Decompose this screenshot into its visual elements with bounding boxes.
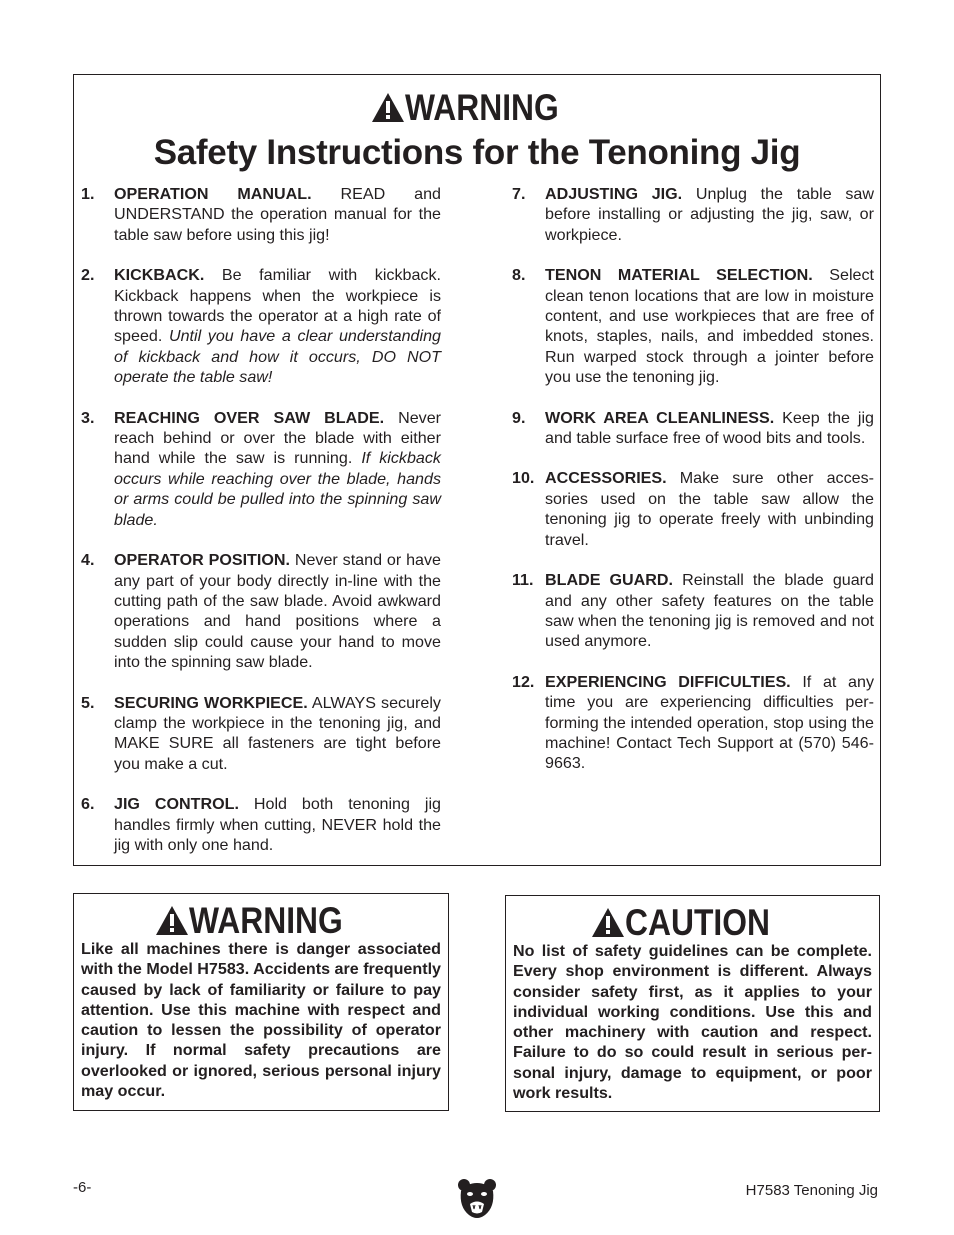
instruction-number: 5. bbox=[81, 693, 95, 712]
instruction-text: If at any time you are experiencing difficulties performing the intended operation, stop using the machine! Contact Tech Support at (570) 546-9663. bbox=[545, 672, 874, 773]
instruction-text: Select clean tenon locations that are low in moisture content, and use workpieces that are free of knots, staples, nails, and imbedded stones. Run warped stock through a jointer before you use the tenoning jig. bbox=[545, 266, 875, 387]
instruction-item bbox=[81, 693, 441, 775]
instruction-item bbox=[512, 468, 874, 550]
instructions-left-column bbox=[81, 184, 441, 875]
instruction-text: Make sure other accessories used on the table saw allow the tenoning jig to operate freely with unbinding travel. bbox=[545, 469, 874, 549]
instruction-text: Never stand or have any part of your body directly in-line with the cutting path of the saw blade. Avoid awkward operations and hand positions where a sudden slip could cause your hand to move into the spinning saw blade. bbox=[114, 551, 441, 672]
instruction-number: 2. bbox=[81, 266, 95, 285]
instruction-text: Be familiar with kickback. Kickback happens when the workpiece is thrown towards the operator at a high rate of speed. bbox=[114, 266, 441, 346]
instruction-text: ALWAYS securely clamp the workpiece in the tenoning jig, and MAKE SURE all fasteners are tight before you make a cut. bbox=[114, 693, 441, 773]
caution-box-text: No list of safety guidelines can be complete. Every shop environment is different. Always consider safety first, as it applies to your individual working conditions. Use this and other machinery with caution and respect. Failure to do so could result in serious personal injury, damage to equipment, or poor work results. bbox=[513, 942, 872, 1103]
instruction-heading: ADJUSTING JIG. bbox=[545, 185, 683, 203]
instruction-number: 8. bbox=[512, 266, 526, 285]
instruction-heading: ACCESSORIES. bbox=[545, 469, 667, 488]
instruction-item bbox=[81, 550, 441, 672]
instruction-number: 11. bbox=[512, 571, 534, 590]
warning-box-banner bbox=[74, 902, 448, 939]
warning-banner bbox=[74, 89, 880, 126]
warning-box-word: WARNING bbox=[188, 900, 343, 941]
document-title: H7583 Tenoning Jig bbox=[745, 1182, 878, 1199]
safety-instructions-box bbox=[73, 74, 881, 866]
caution-box bbox=[505, 895, 880, 1112]
instruction-heading: TENON MATERIAL SELECTION. bbox=[545, 266, 813, 285]
instruction-item bbox=[512, 184, 874, 245]
caution-box-word: CAUTION bbox=[625, 902, 771, 943]
instruction-item bbox=[81, 265, 441, 387]
instruction-item bbox=[512, 265, 874, 387]
instruction-number: 7. bbox=[512, 185, 526, 203]
instruction-heading: KICKBACK. bbox=[114, 266, 205, 285]
warning-box bbox=[73, 893, 449, 1111]
instruction-number: 10. bbox=[512, 469, 535, 488]
caution-triangle-icon bbox=[591, 907, 625, 938]
instruction-heading: REACHING OVER SAW BLADE. bbox=[114, 408, 385, 427]
instruction-heading: OPERATOR POSITION. bbox=[114, 551, 290, 570]
caution-box-banner bbox=[506, 904, 879, 941]
instruction-item bbox=[81, 408, 441, 530]
instruction-heading: SECURING WORKPIECE. bbox=[114, 693, 308, 712]
instruction-heading: JIG CONTROL. bbox=[114, 795, 239, 814]
instruction-text: Reinstall the blade guard and any other safety features on the table saw when the tenoning jig is removed and not used anymore. bbox=[545, 571, 874, 651]
instruction-heading: BLADE GUARD. bbox=[545, 571, 673, 590]
instruction-item bbox=[81, 794, 441, 855]
instruction-number: 3. bbox=[81, 408, 95, 427]
instruction-text: Unplug the table saw before installing or adjusting the jig, saw, or workpiece. bbox=[545, 185, 874, 244]
instruction-heading: OPERATION MANUAL. bbox=[114, 185, 312, 203]
instruction-item bbox=[512, 570, 874, 652]
instruction-text: Never reach behind or over the blade with either hand while the saw is running. bbox=[114, 408, 442, 468]
warning-triangle-icon bbox=[155, 905, 189, 936]
instruction-text: READ and UNDERSTAND the operation manual for the table saw before using this jig! bbox=[114, 185, 441, 244]
warning-word: WARNING bbox=[404, 87, 559, 128]
page-number: -6- bbox=[73, 1179, 92, 1196]
instruction-number: 9. bbox=[512, 408, 526, 427]
instruction-heading: WORK AREA CLEANLINESS. bbox=[545, 408, 775, 427]
instructions-right-column bbox=[512, 184, 874, 794]
instruction-number: 4. bbox=[81, 551, 95, 570]
page-title: Safety Instructions for the Tenoning Jig bbox=[153, 133, 801, 172]
instruction-text: Hold both tenoning jig handles firmly when cutting, NEVER hold the jig with only one hand. bbox=[114, 795, 441, 854]
instruction-number: 6. bbox=[81, 795, 95, 814]
instruction-emphasis: Until you have a clear understanding of kickback and how it occurs, DO NOT operate the table saw! bbox=[114, 327, 441, 387]
instruction-number: 12. bbox=[512, 672, 535, 691]
warning-box-text: Like all machines there is danger associated with the Model H7583. Accidents are frequently caused by lack of familiarity or failure to pay attention. Use this machine with respect and caution to lessen the possibility of operator injury. If normal safety precautions are overlooked or ignored, serious personal injury may occur. bbox=[81, 940, 441, 1101]
instruction-emphasis: If kickback occurs while reaching over the blade, hands or arms could be pulled into the spinning saw blade. bbox=[114, 449, 441, 529]
instruction-item bbox=[512, 408, 874, 449]
instruction-heading: EXPERIENCING DIFFICULTIES. bbox=[545, 672, 791, 691]
instruction-text: Keep the jig and table surface free of wood bits and tools. bbox=[545, 408, 874, 448]
warning-triangle-icon bbox=[371, 92, 405, 123]
instruction-number: 1. bbox=[81, 185, 95, 203]
instruction-item bbox=[512, 672, 874, 774]
instruction-item bbox=[81, 184, 441, 245]
grizzly-bear-icon bbox=[457, 1177, 497, 1221]
